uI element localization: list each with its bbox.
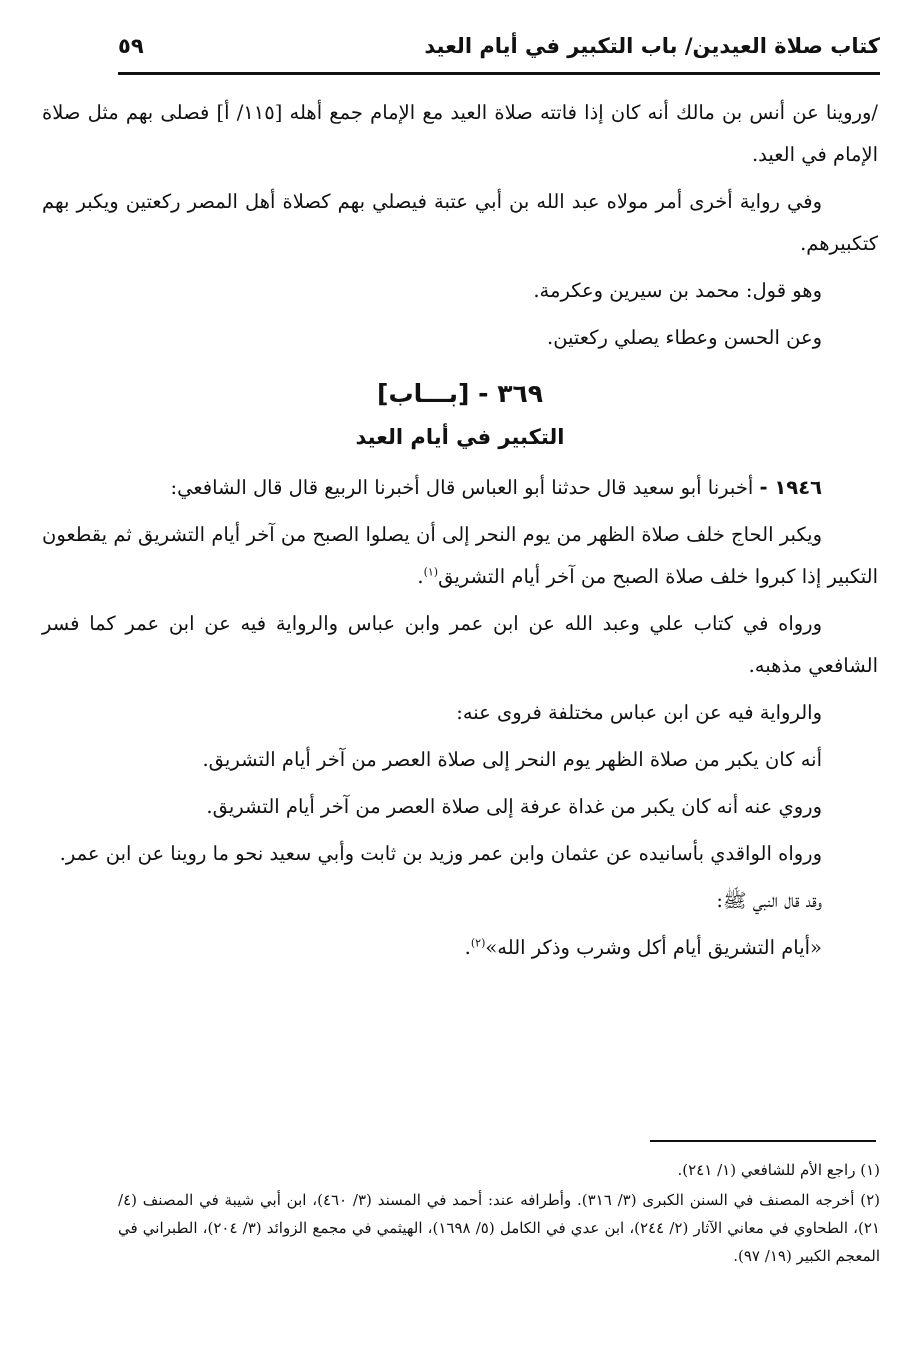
paragraph: والرواية فيه عن ابن عباس مختلفة فروى عنه: — [456, 701, 822, 724]
section-number: ٣٦٩ - [بـــاب] — [377, 379, 543, 408]
footnote-marker-2: (٢) — [470, 936, 486, 950]
footnotes — [118, 1156, 880, 1272]
period: . — [464, 936, 471, 959]
paragraph-quote — [42, 927, 878, 969]
footnote-1: (١) راجع الأم للشافعي (١/ ٢٤١). — [677, 1161, 880, 1179]
footnote-separator — [650, 1140, 876, 1142]
paragraph: ورواه الواقدي بأسانيده عن عثمان وابن عمر وزيد بن ثابت وأبي سعيد نحو ما روينا عن ابن عمر. — [59, 842, 822, 865]
running-header — [118, 30, 880, 72]
paragraph-takbir — [42, 514, 878, 598]
paragraph: وفي رواية أخرى أمر مولاه عبد الله بن أبي عتبة فيصلي بهم كصلاة أهل المصر ركعتين ويكبر بهم كتكبيرهم. — [42, 190, 878, 255]
hadith-number: ١٩٤٦ - — [759, 476, 822, 499]
footnote-marker-1: (١) — [423, 565, 439, 579]
takbir-text: ويكبر الحاج خلف صلاة الظهر من يوم النحر إلى أن يصلوا الصبح من آخر أيام التشريق ثم يقطعون التكبير إذا كبروا خلف صلاة الصبح من آخر أيام التشريق — [42, 523, 878, 588]
quote-text: «أيام التشريق أيام أكل وشرب وذكر الله» — [485, 936, 822, 959]
paragraph: /وروينا عن أنس بن مالك أنه كان إذا فاتته صلاة العيد مع الإمام جمع أهله [١١٥/ أ] فصلى بهم مثل صلاة الإمام في العيد. — [42, 101, 878, 166]
footnote-2: (٢) أخرجه المصنف في السنن الكبرى (٣/ ٣١٦). وأطرافه عند: أحمد في المسند (٣/ ٤٦٠)، ابن أبي شيبة في المصنف (٤/ ٢١)، الطحاوي في معاني الآثار (٢/ ٢٤٤)، ابن عدي في الكامل (٥/ ١٦٩٨)، الهيثمي في مجمع الزوائد (٣/ ٢٠٤)، الطبراني في المعجم الكبير (١٩/ ٩٧). — [118, 1191, 881, 1265]
paragraph: وقد قال النبي ﷺ: — [716, 889, 822, 912]
hadith-intro: أخبرنا أبو سعيد قال حدثنا أبو العباس قال أخبرنا الربيع قال قال الشافعي: — [170, 476, 754, 499]
page-number: ٥٩ — [118, 34, 144, 58]
header-rule — [118, 72, 880, 75]
paragraph: وروي عنه أنه كان يكبر من غداة عرفة إلى صلاة العصر من آخر أيام التشريق. — [206, 795, 822, 818]
running-title: كتاب صلاة العيدين/ باب التكبير في أيام العيد — [424, 34, 880, 58]
hadith-paragraph — [42, 467, 878, 509]
period: . — [417, 565, 424, 588]
main-text — [42, 92, 878, 974]
paragraph: وهو قول: محمد بن سيرين وعكرمة. — [533, 279, 822, 302]
paragraph: وعن الحسن وعطاء يصلي ركعتين. — [547, 326, 822, 349]
paragraph: ورواه في كتاب علي وعبد الله عن ابن عمر وابن عباس والرواية فيه عن ابن عمر كما فسر الشافعي مذهبه. — [42, 612, 878, 677]
paragraph: أنه كان يكبر من صلاة الظهر يوم النحر إلى صلاة العصر من آخر أيام التشريق. — [202, 748, 822, 771]
section-title: التكبير في أيام العيد — [355, 425, 565, 449]
